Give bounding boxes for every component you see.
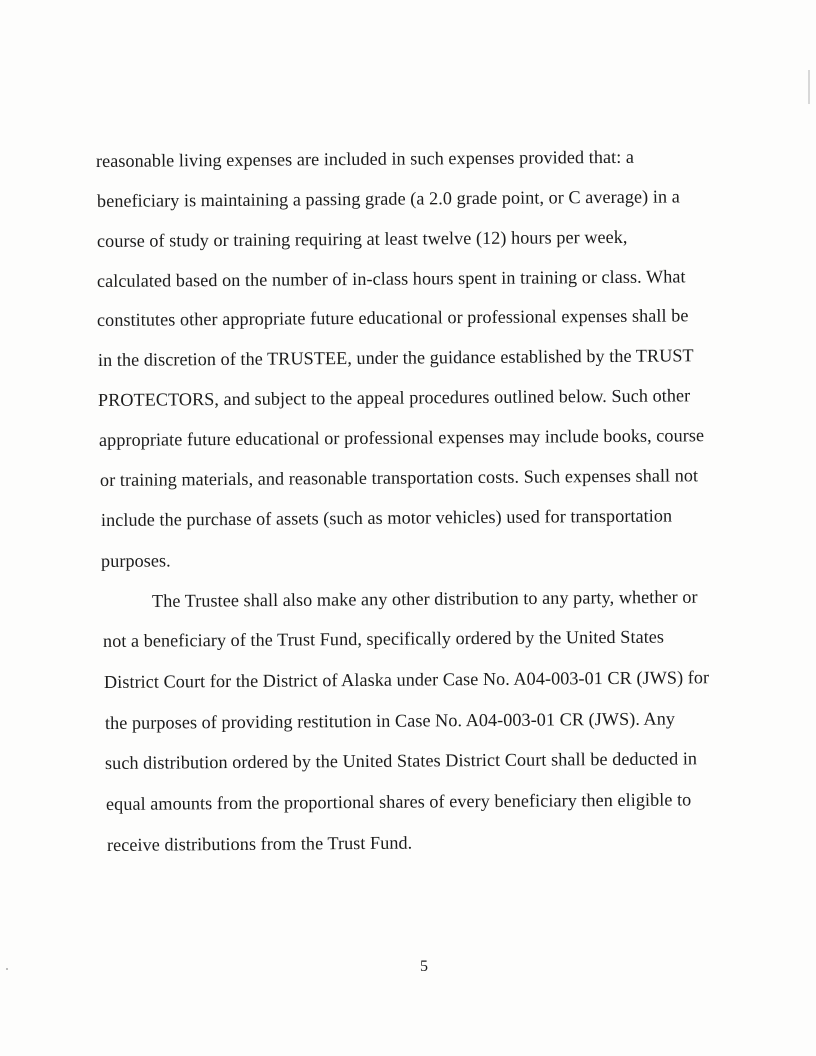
text-line: appropriate future educational or professional expenses may include books, course	[98, 425, 705, 450]
text-line: reasonable living expenses are included in such expenses provided that: a	[95, 146, 635, 171]
text-line: such distribution ordered by the United States District Court shall be deducted in	[104, 748, 698, 773]
text-line: course of study or training requiring at least twelve (12) hours per week,	[96, 226, 628, 251]
text-line: constitutes other appropriate future educational or professional expenses shall be	[96, 305, 689, 330]
text-line: the purposes of providing restitution in Case No. A04-003-01 CR (JWS). Any	[104, 708, 676, 733]
page-number: 5	[420, 958, 428, 975]
text-line: equal amounts from the proportional shares of every beneficiary then eligible to	[105, 789, 692, 814]
text-line: calculated based on the number of in-class hours spent in training or class. What	[96, 266, 686, 291]
scan-edge-mark	[808, 70, 810, 104]
text-line: or training materials, and reasonable transportation costs. Such expenses shall not	[99, 465, 699, 490]
text-line: receive distributions from the Trust Fund.	[106, 832, 413, 855]
text-line: not a beneficiary of the Trust Fund, specifically ordered by the United States	[102, 626, 665, 651]
text-line: in the discretion of the TRUSTEE, under the guidance established by the TRUST	[97, 345, 694, 370]
text-line: beneficiary is maintaining a passing grade (a 2.0 grade point, or C average) in a	[96, 186, 680, 211]
text-line: purposes.	[100, 550, 171, 571]
text-line: The Trustee shall also make any other distribution to any party, whether or	[151, 586, 698, 611]
text-line: District Court for the District of Alaska under Case No. A04-003-01 CR (JWS) for	[103, 667, 710, 692]
text-line: PROTECTORS, and subject to the appeal procedures outlined below. Such other	[97, 385, 691, 410]
text-line: include the purchase of assets (such as motor vehicles) used for transportation	[100, 505, 673, 530]
scan-speck	[6, 968, 8, 970]
